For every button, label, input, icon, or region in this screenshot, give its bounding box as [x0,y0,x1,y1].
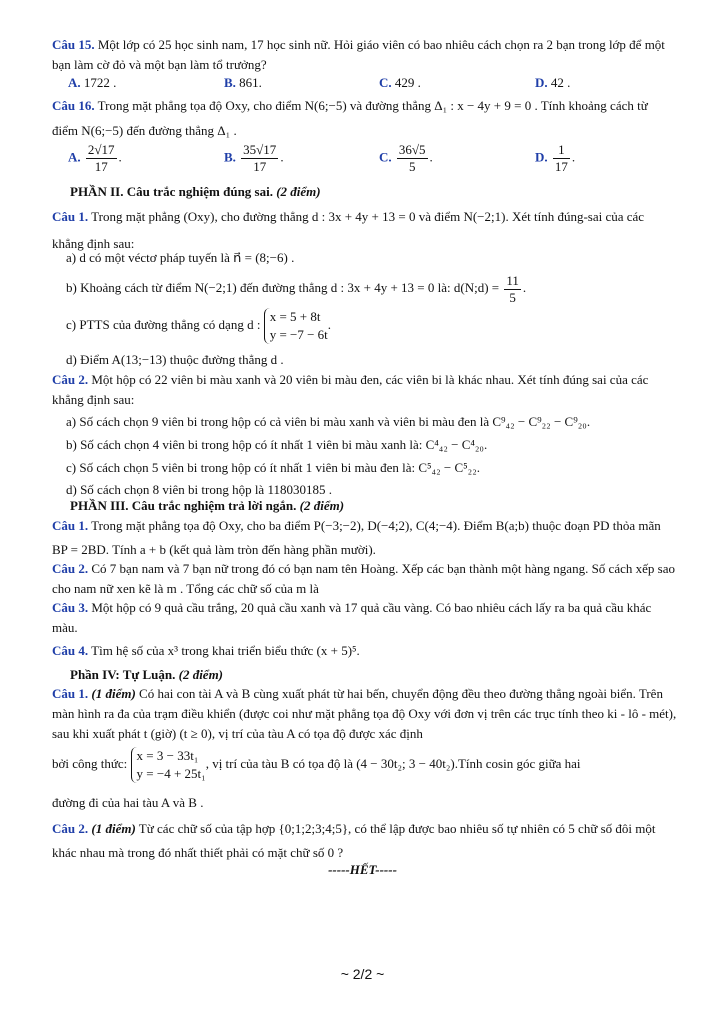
part-4-question-1-end: đường đi của hai tàu A và B . [52,795,204,810]
part-3-question-2 [52,559,677,599]
question-text: Một hộp có 22 viên bi màu xanh và 20 viên bi màu đen, các viên bi là khác nhau. Xét tính đúng sai của các khẳng định sau: [52,372,649,407]
part-3-question-1 [52,514,677,562]
option-key: A. [68,149,81,165]
question-label: Câu 3. [52,600,89,615]
question-text: Trong mặt phẳng tọa độ Oxy, cho điểm N(6;−5) và đường thẳng Δ₁ : x − 4y + 9 = 0 . Tính khoảng cách từ điểm N(6;−5) đến đường thẳng Δ₁ . [52,98,648,138]
question-text: Trong mặt phẳng (Oxy), cho đường thẳng d : 3x + 4y + 13 = 0 và điểm N(−2;1). Xét tính đúng-sai của các khẳng định sau: [52,209,645,251]
question-text: Tìm hệ số của x³ trong khai triển biểu thức (x + 5)⁵. [91,643,360,658]
question-label: Câu 15. [52,37,95,52]
option-fraction: $\frac{2√17}{17}$ [87,142,115,174]
part-4-question-1-formula: bởi công thức: x = 3 − 33t₁ y = −4 + 25t₁ , vị trí của tàu B có tọa độ là (4 − 30t₂; 3 − 40t₂).Tính cosin góc giữa hai [52,748,581,781]
statement-b: b) Khoảng cách từ điểm N(−2;1) đến đường thẳng d : 3x + 4y + 13 = 0 là: d(N;d) = $\frac{11}{5}$ . [66,272,527,305]
page-number: ~ 2/2 ~ [340,966,385,982]
question-label: Câu 2. [52,561,89,576]
option-text: 429 . [394,75,421,90]
question-points: (1 điểm) [91,686,136,701]
option-key: C. [379,149,392,165]
question-text: Trong mặt phẳng tọa độ Oxy, cho ba điểm P(−3;−2), D(−4;2), C(4;−4). Điểm B(a;b) thuộc đoạn PD thỏa mãn BP = 2BD. Tính a + b (kết quả làm tròn đến hàng phần mười). [52,518,661,557]
option-fraction: $\frac{35√17}{17}$ [243,142,277,174]
statement-d: d) Điểm A(13;−13) thuộc đường thẳng d . [66,352,284,367]
question-label: Câu 1. [52,209,89,224]
question-15-options [68,75,668,95]
option-fraction: $\frac{36√5}{5}$ [398,142,426,174]
option-text: 42 . [550,75,571,90]
statement-b: b) Số cách chọn 4 viên bi trong hộp có ít nhất 1 viên bi màu xanh là: C⁴₄₂ − C⁴₂₀. [66,437,488,452]
motion-system: x = 3 − 33t₁ y = −4 + 25t₁ [131,747,206,783]
question-label: Câu 4. [52,643,89,658]
option-text: 1722 . [83,75,117,90]
part-2-title: PHẦN II. Câu trắc nghiệm đúng sai. (2 điểm) [70,184,321,199]
question-text: Một lớp có 25 học sinh nam, 17 học sinh nữ. Hỏi giáo viên có bao nhiêu cách chọn ra 2 bạn trong lớp để một bạn làm cờ đỏ và một bạn làm tổ trưởng? [52,37,665,72]
statement-d: d) Số cách chọn 8 viên bi trong hộp là 118030185 . [66,482,332,497]
part-3-question-3 [52,598,677,638]
question-text: Có hai con tài A và B cùng xuất phát từ hai bến, chuyển động đều theo đường thẳng ngoài biển. Trên màn hình ra đa của trạm điều khiển (được coi như mặt phẳng tọa độ Oxy với đơn vị trên các trục tính theo ki - lô - mét), sau khi xuất phát t (giờ) (t ≥ 0), vị trí của tàu A có tọa độ được xác định [52,686,677,741]
option-text: 861. [239,75,262,90]
part-4-question-1 [52,684,677,744]
statement-a: a) d có một véctơ pháp tuyến là n⃗ = (8;−6) . [66,250,295,265]
question-label: Câu 2. [52,821,89,836]
part-4-question-2 [52,817,677,865]
question-text: Có 7 bạn nam và 7 bạn nữ trong đó có bạn nam tên Hoàng. Xếp các bạn thành một hàng ngang. Số cách xếp sao cho nam nữ xen kẽ là m . Tổng các chữ số của m là [52,561,675,596]
statement-a: a) Số cách chọn 9 viên bi trong hộp có cả viên bi màu xanh và viên bi màu đen là C⁹₄₂ − C⁹₂₂ − C⁹₂₀. [66,414,591,429]
option-key: B. [224,75,236,90]
statement-c: c) PTTS của đường thẳng có dạng d : x = 5 + 8t y = −7 − 6t . [66,309,332,342]
part-3-question-4 [52,641,677,661]
question-text: Một hộp có 9 quả cầu trắng, 20 quả cầu xanh và 17 quả cầu vàng. Có bao nhiêu cách lấy ra ba quả cầu khác màu. [52,600,652,635]
question-points: (1 điểm) [91,821,136,836]
option-key: D. [535,75,548,90]
part-3-title: PHẦN III. Câu trắc nghiệm trả lời ngắn. (2 điểm) [70,498,345,513]
question-text: Từ các chữ số của tập hợp {0;1;2;3;4;5}, có thể lập được bao nhiêu số tự nhiên có 5 chữ số đôi một khác nhau mà trong đó nhất thiết phải có mặt chữ số 0 ? [52,821,656,860]
question-16 [52,93,677,143]
part-2-question-2 [52,370,677,410]
option-key: D. [535,149,548,165]
question-label: Câu 1. [52,686,89,701]
option-key: A. [68,75,81,90]
part-4-title: Phần IV: Tự Luận. (2 điểm) [70,667,224,682]
end-mark: -----HẾT----- [328,862,397,877]
option-key: B. [224,149,236,165]
question-15 [52,35,677,75]
question-label: Câu 1. [52,518,89,533]
option-fraction: $\frac{1}{17}$ [554,142,568,174]
option-key: C. [379,75,392,90]
statement-c: c) Số cách chọn 5 viên bi trong hộp có ít nhất 1 viên bi màu đen là: C⁵₄₂ − C⁵₂₂. [66,460,480,475]
question-label: Câu 16. [52,98,95,113]
question-label: Câu 2. [52,372,89,387]
question-16-options: A. $\frac{2√17}{17}$ . B. $\frac{35√17}{17}$ . C. $\frac{36√5}{5}$ . D. $\frac{1}{17}$ . [68,142,576,174]
parametric-system: x = 5 + 8t y = −7 − 6t [264,308,328,344]
